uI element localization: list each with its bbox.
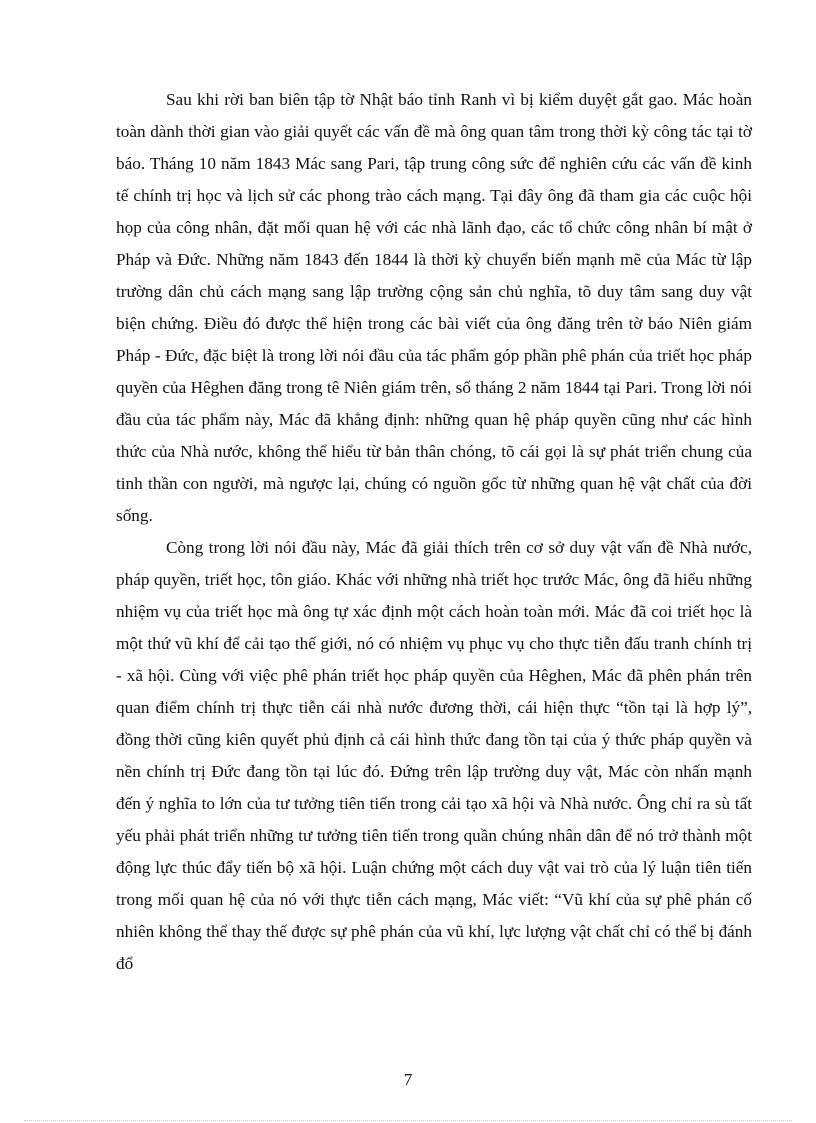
body-text (116, 84, 752, 980)
page-number: 7 (403, 1070, 413, 1089)
paragraph-2: Còng trong lời nói đầu này, Mác đã giải thích trên cơ sở duy vật vấn đề Nhà nước, pháp quyền, triết học, tôn giáo. Khác với những nhà triết học trước Mác, ông đã hiểu những nhiệm vụ của triết học mà ông tự xác định một cách hoàn toàn mới. Mác đã coi triết học là một thứ vũ khí để cải tạo thế giới, nó có nhiệm vụ phục vụ cho thực tiễn đấu tranh chính trị - xã hội. Cùng với việc phê phán triết học pháp quyền của Hêghen, Mác đã phên phán trên quan điểm chính trị thực tiễn cái nhà nước đương thời, cái hiện thực “tồn tại là hợp lý”, đồng thời cũng kiên quyết phủ định cả cái hình thức đang tồn tại của ý thức pháp quyền và nền chính trị Đức đang tồn tại lúc đó. Đứng trên lập trường duy vật, Mác còn nhấn mạnh đến ý nghĩa to lớn của tư tưởng tiên tiến trong cải tạo xã hội và Nhà nước. Ông chỉ ra sù tất yếu phải phát triển những tư tưởng tiên tiến trong quần chúng nhân dân để nó trở thành một động lực thúc đẩy tiến bộ xã hội. Luận chứng một cách duy vật vai trò của lý luận tiên tiến trong mối quan hệ của nó với thực tiễn cách mạng, Mác viết: “Vũ khí của sự phê phán cố nhiên không thể thay thế được sự phê phán của vũ khí, lực lượng vật chất chỉ có thể bị đánh đổ (116, 538, 752, 973)
paragraph-1: Sau khi rời ban biên tập tờ Nhật báo tỉnh Ranh vì bị kiểm duyệt gắt gao. Mác hoàn toàn dành thời gian vào giải quyết các vấn đề mà ông quan tâm trong thời kỳ công tác tại tờ báo. Tháng 10 năm 1843 Mác sang Pari, tập trung công sức để nghiên cứu các vấn đề kinh tế chính trị học và lịch sử các phong trào cách mạng. Tại đây ông đã tham gia các cuộc hội họp của công nhân, đặt mối quan hệ với các nhà lãnh đạo, các tổ chức công nhân bí mật ở Pháp và Đức. Những năm 1843 đến 1844 là thời kỳ chuyển biến mạnh mẽ của Mác từ lập trường dân chủ cách mạng sang lập trường cộng sản chủ nghĩa, tõ duy tâm sang duy vật biện chứng. Điều đó được thể hiện trong các bài viết của ông đăng trên tờ báo Niên giám Pháp - Đức, đặc biệt là trong lời nói đầu của tác phẩm góp phần phê phán của triết học pháp quyền của Hêghen đăng trong tê Niên giám trên, số tháng 2 năm 1844 tại Pari. Trong lời nói đầu của tác phẩm này, Mác đã khẳng định: những quan hệ pháp quyền cũng như các hình thức của Nhà nước, không thể hiểu từ bản thân chóng, tõ cái gọi là sự phát triển chung của tinh thần con người, mà ngược lại, chúng có nguồn gốc từ những quan hệ vật chất của đời sống. (116, 90, 752, 525)
page-bottom-divider (24, 1120, 792, 1121)
